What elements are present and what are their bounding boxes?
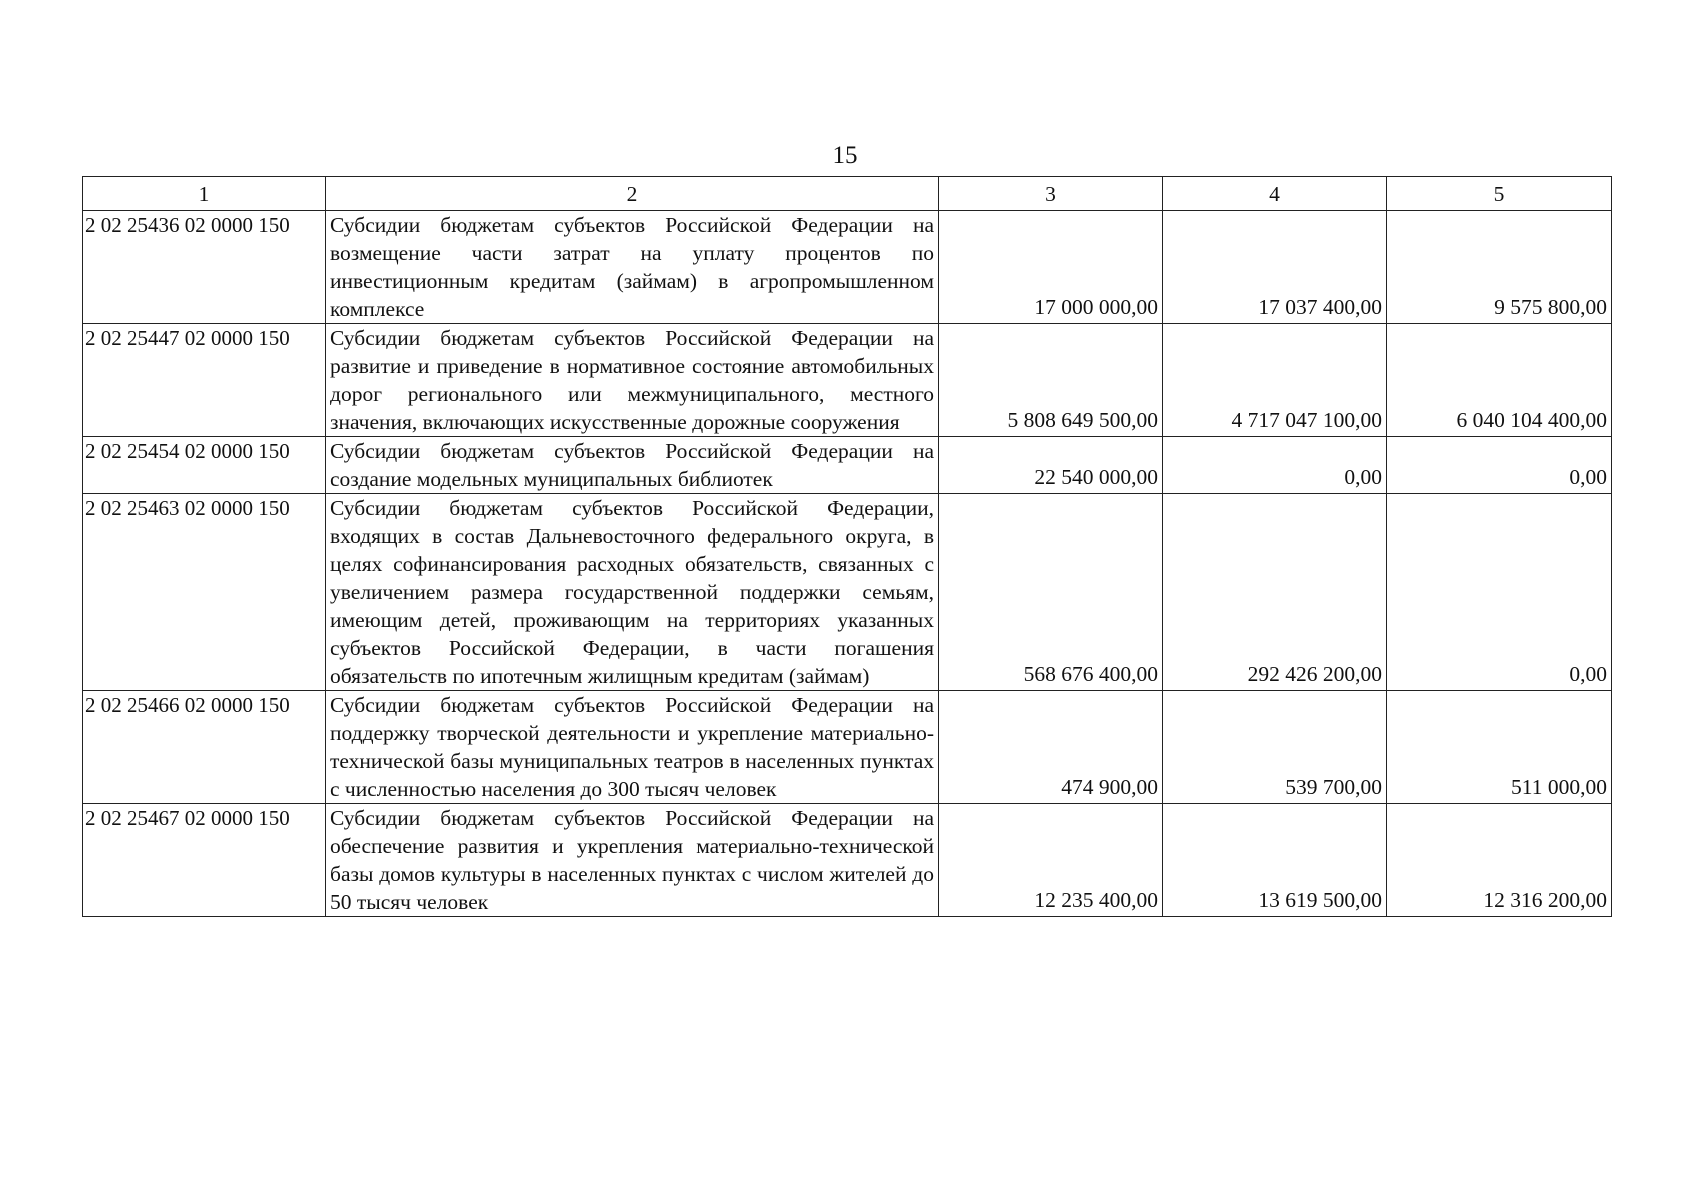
table-row <box>83 691 1612 804</box>
row-col3-value: 12 235 400,00 <box>939 804 1163 917</box>
row-col5-value: 9 575 800,00 <box>1387 211 1612 324</box>
row-code: 2 02 25466 02 0000 150 <box>83 691 326 804</box>
table-header-row <box>83 177 1612 211</box>
row-description: Субсидии бюджетам субъектов Российской Федерации на возмещение части затрат на уплату процентов по инвестиционным кредитам (займам) в агропромышленном комплексе <box>326 211 939 324</box>
row-col4-value: 13 619 500,00 <box>1163 804 1387 917</box>
table-row <box>83 494 1612 691</box>
row-col4-value: 17 037 400,00 <box>1163 211 1387 324</box>
row-description: Субсидии бюджетам субъектов Российской Федерации на обеспечение развития и укрепления материально-технической базы домов культуры в населенных пунктах с числом жителей до 50 тысяч человек <box>326 804 939 917</box>
page-number: 15 <box>832 142 858 169</box>
row-description: Субсидии бюджетам субъектов Российской Федерации, входящих в состав Дальневосточного федерального округа, в целях софинансирования расходных обязательств, связанных с увеличением размера государственной поддержки семьям, имеющим детей, проживающим на территориях указанных субъектов Российской Федерации, в части погашения обязательств по ипотечным жилищным кредитам (займам) <box>326 494 939 691</box>
row-col3-value: 22 540 000,00 <box>939 437 1163 494</box>
row-description: Субсидии бюджетам субъектов Российской Федерации на развитие и приведение в нормативное состояние автомобильных дорог регионального или межмуниципального, местного значения, включающих искусственные дорожные сооружения <box>326 324 939 437</box>
row-code: 2 02 25447 02 0000 150 <box>83 324 326 437</box>
row-col4-value: 539 700,00 <box>1163 691 1387 804</box>
row-col5-value: 0,00 <box>1387 437 1612 494</box>
table-row <box>83 437 1612 494</box>
table-row <box>83 324 1612 437</box>
header-col-1: 1 <box>83 177 326 211</box>
row-col3-value: 5 808 649 500,00 <box>939 324 1163 437</box>
row-code: 2 02 25436 02 0000 150 <box>83 211 326 324</box>
header-col-2: 2 <box>326 177 939 211</box>
header-col-5: 5 <box>1387 177 1612 211</box>
row-code: 2 02 25454 02 0000 150 <box>83 437 326 494</box>
table-row <box>83 804 1612 917</box>
header-col-4: 4 <box>1163 177 1387 211</box>
row-description: Субсидии бюджетам субъектов Российской Федерации на создание модельных муниципальных библиотек <box>326 437 939 494</box>
row-code: 2 02 25463 02 0000 150 <box>83 494 326 691</box>
row-col5-value: 12 316 200,00 <box>1387 804 1612 917</box>
header-col-3: 3 <box>939 177 1163 211</box>
row-code: 2 02 25467 02 0000 150 <box>83 804 326 917</box>
row-col3-value: 568 676 400,00 <box>939 494 1163 691</box>
row-col4-value: 0,00 <box>1163 437 1387 494</box>
row-description: Субсидии бюджетам субъектов Российской Федерации на поддержку творческой деятельности и укрепление материально-технической базы муниципальных театров в населенных пунктах с численностью населения до 300 тысяч человек <box>326 691 939 804</box>
row-col4-value: 4 717 047 100,00 <box>1163 324 1387 437</box>
budget-table <box>82 176 1612 917</box>
row-col3-value: 17 000 000,00 <box>939 211 1163 324</box>
row-col5-value: 6 040 104 400,00 <box>1387 324 1612 437</box>
row-col3-value: 474 900,00 <box>939 691 1163 804</box>
row-col5-value: 511 000,00 <box>1387 691 1612 804</box>
table-row <box>83 211 1612 324</box>
row-col5-value: 0,00 <box>1387 494 1612 691</box>
row-col4-value: 292 426 200,00 <box>1163 494 1387 691</box>
